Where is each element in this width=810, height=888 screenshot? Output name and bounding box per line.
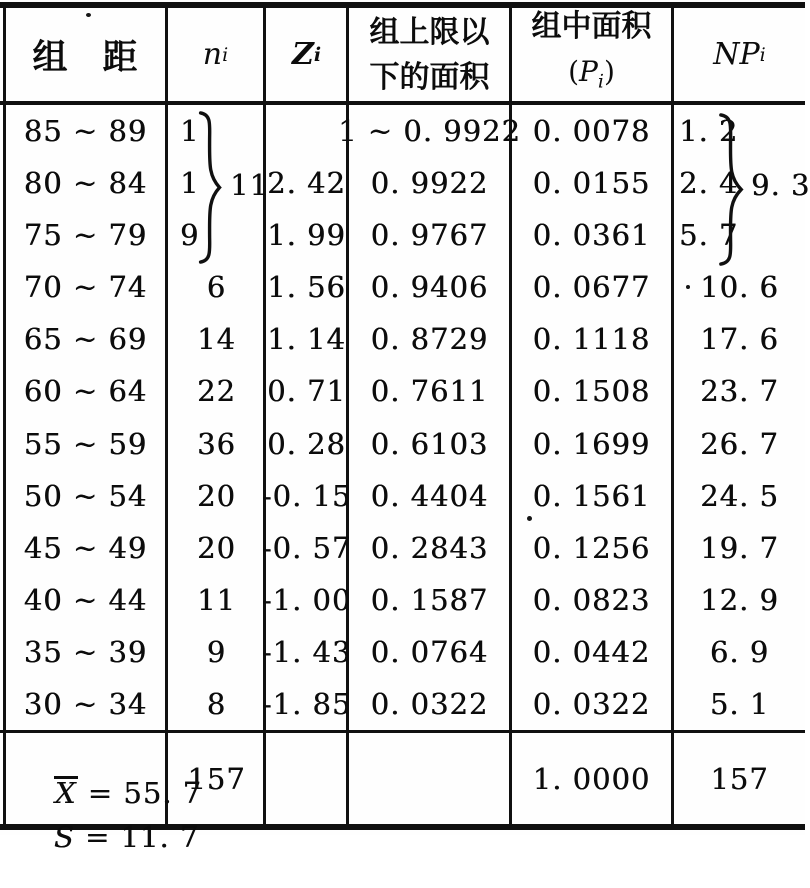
cell-np: 24. 5 bbox=[700, 478, 779, 513]
cell-area: 0. 0322 bbox=[370, 686, 489, 721]
cell-p: 0. 0361 bbox=[532, 218, 651, 253]
cell-range: 70 ~ 74 bbox=[23, 270, 148, 305]
cell-area: 0. 6103 bbox=[370, 426, 489, 461]
cell-area: 0. 2843 bbox=[370, 530, 489, 565]
cell-area: 0. 8729 bbox=[370, 322, 489, 357]
table-row bbox=[0, 626, 805, 678]
cell-range: 75 ~ 79 bbox=[23, 218, 148, 253]
cell-z: -0. 57 bbox=[261, 530, 352, 565]
header-area-below-upper-limit bbox=[350, 8, 509, 101]
cell-area: 0. 9767 bbox=[370, 218, 489, 253]
cell-n: 20 bbox=[197, 530, 236, 565]
table-row bbox=[0, 574, 805, 626]
cell-area: 0. 7611 bbox=[370, 374, 489, 409]
cell-z: 0. 71 bbox=[267, 374, 346, 409]
cell-p: 0. 1118 bbox=[532, 322, 651, 357]
cell-n: 8 bbox=[206, 686, 227, 721]
cell-np: 17. 6 bbox=[700, 322, 779, 357]
cell-area: 0. 0764 bbox=[370, 634, 489, 669]
ink-speck bbox=[686, 285, 690, 289]
cell-p: 0. 0322 bbox=[532, 686, 651, 721]
cell-n: 22 bbox=[197, 374, 236, 409]
cell-np: 5. 7 bbox=[679, 218, 739, 253]
ink-speck bbox=[86, 13, 91, 17]
cell-area: 0. 4404 bbox=[370, 478, 489, 513]
cell-p: 0. 1699 bbox=[532, 426, 651, 461]
cell-area: 0. 1587 bbox=[370, 582, 489, 617]
cell-n: 9 bbox=[180, 218, 200, 253]
cell-area: 0. 9406 bbox=[370, 270, 489, 305]
header-class-interval: 组 距 bbox=[32, 36, 138, 78]
header-npi bbox=[674, 8, 805, 101]
cell-p: 0. 1508 bbox=[532, 374, 651, 409]
cell-n: 1 bbox=[180, 166, 200, 201]
header-ni-symbol: n bbox=[202, 37, 223, 72]
cell-z: -0. 15 bbox=[261, 478, 352, 513]
header-area-line1: 组上限以 bbox=[369, 14, 490, 50]
cell-n: 9 bbox=[206, 634, 227, 669]
cell-range: 80 ~ 84 bbox=[23, 166, 148, 201]
table-body bbox=[0, 105, 805, 730]
cell-n: 1 bbox=[180, 114, 200, 149]
cell-range: 50 ~ 54 bbox=[23, 478, 148, 513]
cell-range: 35 ~ 39 bbox=[23, 634, 148, 669]
cell-range: 65 ~ 69 bbox=[23, 322, 148, 357]
cell-n: 6 bbox=[206, 270, 227, 305]
header-npi-subscript: i bbox=[759, 43, 766, 66]
header-class-area-pi bbox=[512, 8, 671, 101]
s-value: = 11. 7 bbox=[74, 820, 200, 854]
table-row bbox=[0, 157, 805, 209]
header-pi-line2: $(P_i)$ bbox=[568, 55, 615, 93]
cell-z: 1. 99 bbox=[267, 218, 346, 253]
table-row bbox=[0, 365, 805, 417]
cell-z: 2. 42 bbox=[267, 166, 346, 201]
cell-n: 11 bbox=[197, 582, 236, 617]
footer-n-total: 157 bbox=[187, 761, 246, 796]
xbar-value: = 55. 7 bbox=[77, 776, 203, 810]
table-row bbox=[0, 522, 805, 574]
cell-range: 85 ~ 89 bbox=[23, 114, 148, 149]
header-ni-subscript: i bbox=[222, 43, 229, 66]
footer-p-total: 1. 0000 bbox=[532, 761, 651, 796]
header-area-line2: 下的面积 bbox=[369, 59, 490, 95]
header-pi-line1: 组中面积 bbox=[531, 9, 652, 45]
table-row bbox=[0, 678, 805, 730]
cell-n: 20 bbox=[197, 478, 236, 513]
cell-np: 23. 7 bbox=[700, 374, 779, 409]
np-group-total: 9. 3 bbox=[751, 168, 810, 202]
cell-z: -1. 00 bbox=[261, 582, 352, 617]
cell-range: 45 ~ 49 bbox=[23, 530, 148, 565]
cell-z: 0. 28 bbox=[267, 426, 346, 461]
cell-n: 14 bbox=[197, 322, 236, 357]
cell-p: 0. 0823 bbox=[532, 582, 651, 617]
ink-speck bbox=[527, 516, 532, 521]
s-symbol: S bbox=[53, 820, 75, 854]
cell-n: 36 bbox=[197, 426, 236, 461]
cell-z: -1. 85 bbox=[261, 686, 352, 721]
cell-np: 2. 4 bbox=[679, 166, 739, 201]
table-row bbox=[0, 261, 805, 313]
header-zi-subscript: i bbox=[313, 43, 322, 66]
cell-range: 60 ~ 64 bbox=[23, 374, 148, 409]
cell-np: 12. 9 bbox=[700, 582, 779, 617]
table-row bbox=[0, 105, 805, 157]
cell-p: 0. 1256 bbox=[532, 530, 651, 565]
n-group-brace bbox=[197, 109, 224, 266]
table-row bbox=[0, 209, 805, 261]
cell-p: 0. 0442 bbox=[532, 634, 651, 669]
xbar-symbol: X bbox=[54, 776, 77, 810]
n-group-total: 11 bbox=[230, 168, 269, 202]
cell-area: 1 ~ 0. 9922 bbox=[338, 114, 521, 149]
cell-z: 1. 14 bbox=[267, 322, 346, 357]
footer-np-total: 157 bbox=[710, 761, 769, 796]
header-zi-symbol: Z bbox=[291, 37, 314, 72]
header-zi bbox=[266, 8, 347, 101]
cell-p: 0. 0078 bbox=[532, 114, 651, 149]
cell-np: 5. 1 bbox=[709, 686, 770, 721]
cell-range: 55 ~ 59 bbox=[23, 426, 148, 461]
cell-np: 1. 2 bbox=[679, 114, 739, 149]
table-row bbox=[0, 417, 805, 469]
cell-z bbox=[266, 105, 347, 157]
cell-np: 10. 6 bbox=[700, 270, 779, 305]
cell-np: 26. 7 bbox=[700, 426, 779, 461]
cell-z: -1. 43 bbox=[261, 634, 352, 669]
table-row bbox=[0, 470, 805, 522]
cell-p: 0. 0155 bbox=[532, 166, 651, 201]
cell-p: 0. 0677 bbox=[532, 270, 651, 305]
cell-area: 0. 9922 bbox=[370, 166, 489, 201]
cell-p: 0. 1561 bbox=[532, 478, 651, 513]
cell-range: 30 ~ 34 bbox=[23, 686, 148, 721]
header-ni bbox=[168, 8, 263, 101]
table-row bbox=[0, 313, 805, 365]
header-npi-symbol: NP bbox=[713, 37, 760, 72]
cell-np: 6. 9 bbox=[709, 634, 770, 669]
cell-range: 40 ~ 44 bbox=[23, 582, 148, 617]
np-group-brace bbox=[717, 111, 746, 268]
cell-z: 1. 56 bbox=[267, 270, 346, 305]
cell-np: 19. 7 bbox=[700, 530, 779, 565]
